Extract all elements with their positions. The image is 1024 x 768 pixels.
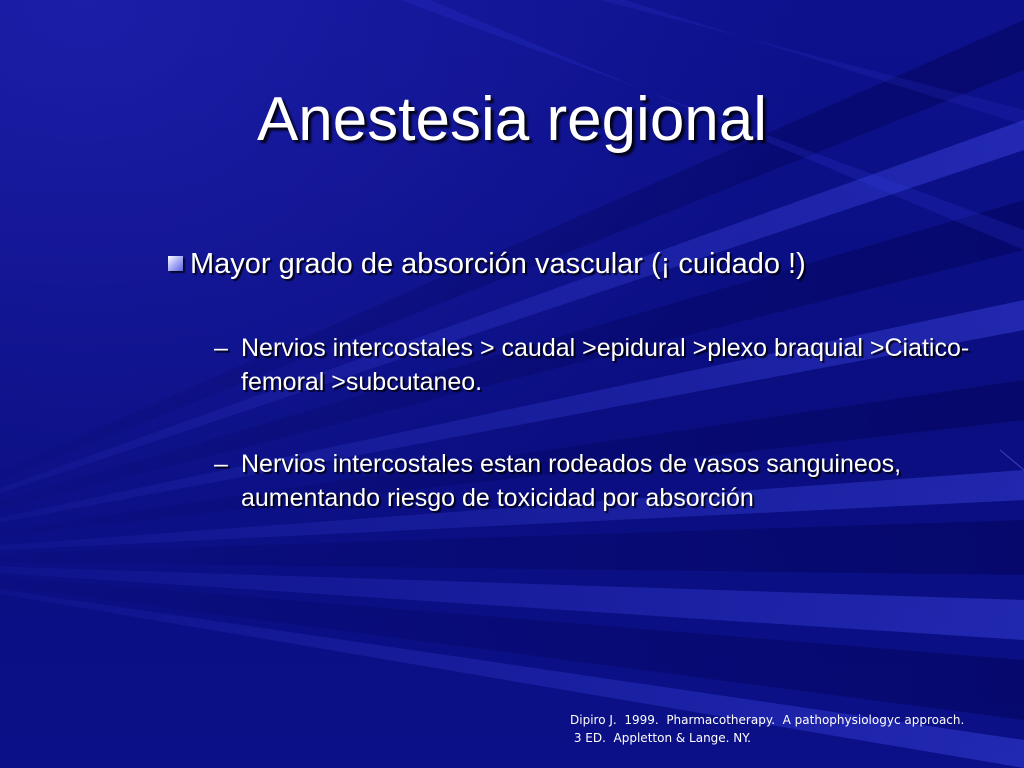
sub-bullet-2 [214, 447, 974, 515]
citation-line-1: Dipiro J. 1999. Pharmacotherapy. A pathophysiologyc approach. [570, 713, 965, 727]
sub-bullet-2-text: Nervios intercostales estan rodeados de vasos sanguineos, aumentando riesgo de toxicidad por absorción [241, 450, 902, 512]
citation [570, 711, 1010, 747]
slide-title: Anestesia regional [256, 85, 768, 154]
sub-bullet-1-text: Nervios intercostales > caudal >epidural >plexo braquial >Ciatico-femoral >subcutaneo. [241, 334, 970, 396]
sub-bullet-1 [214, 331, 974, 399]
citation-line-2: 3 ED. Appletton & Lange. NY. [570, 731, 751, 745]
dash-bullet-icon: – [214, 334, 228, 362]
main-bullet [168, 246, 968, 282]
dash-bullet-icon: – [214, 450, 228, 478]
main-bullet-text: Mayor grado de absorción vascular (¡ cuidado !) [190, 248, 806, 280]
square-bullet-icon [168, 256, 183, 271]
